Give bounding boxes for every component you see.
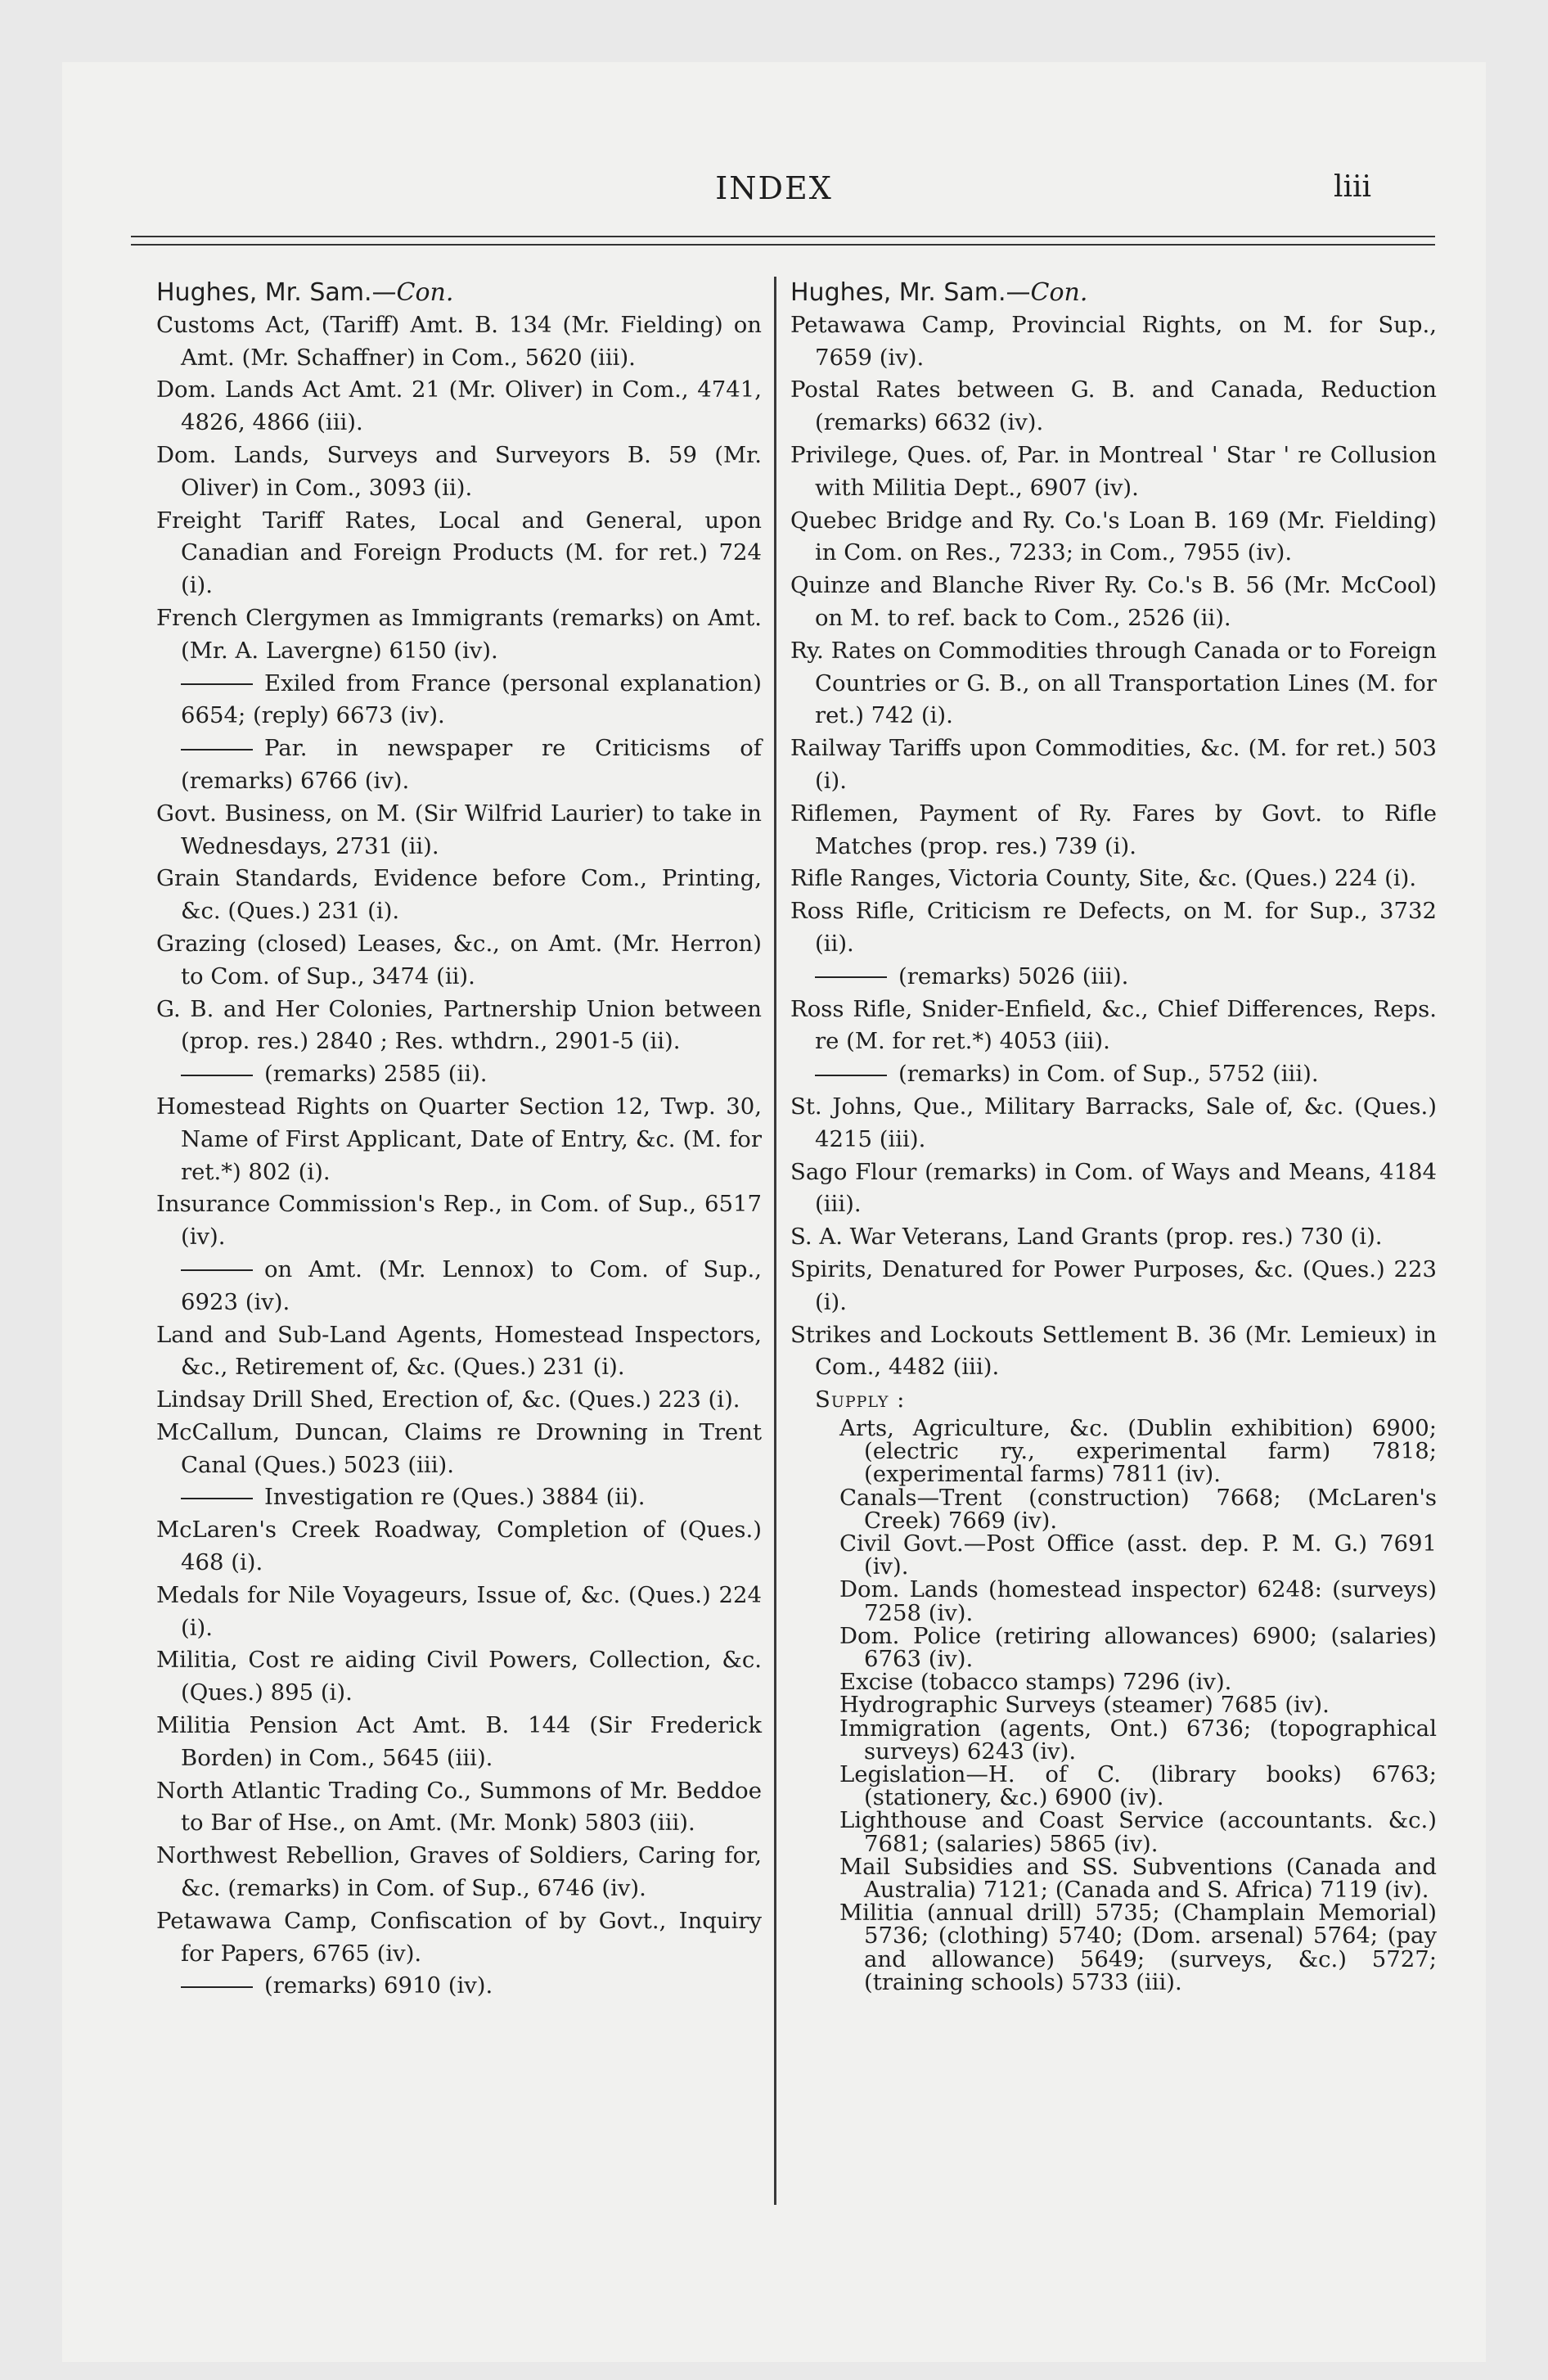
index-entry <box>790 505 1437 570</box>
entry-text: Riflemen, Payment of Ry. Fares by Govt. to Rifle Matches (prop. res.) 739 (i). <box>790 800 1437 859</box>
page-number: liii <box>1333 170 1371 204</box>
entry-text: Militia, Cost re aiding Civil Powers, Collection, &c. (Ques.) 895 (i). <box>156 1647 762 1706</box>
index-entry <box>790 863 1437 895</box>
index-subentry <box>156 1058 762 1091</box>
index-entry <box>790 798 1437 863</box>
entry-text: G. B. and Her Colonies, Partnership Union between (prop. res.) 2840 ; Res. wthdrn., 2901-5 (ii). <box>156 995 762 1055</box>
entry-text: Postal Rates between G. B. and Canada, Reduction (remarks) 6632 (iv). <box>790 376 1437 436</box>
index-entry <box>790 1156 1437 1222</box>
entry-text: McLaren's Creek Roadway, Completion of (Ques.) 468 (i). <box>156 1517 762 1576</box>
right-column-heading <box>790 277 1437 309</box>
index-entry <box>790 309 1437 375</box>
entry-text: Ross Rifle, Criticism re Defects, on M. for Sup., 3732 (ii). <box>790 898 1437 957</box>
entry-text: Homestead Rights on Quarter Section 12, Twp. 30, Name of First Applicant, Date of Entry, &c. (M. for ret.*) 802 (i). <box>156 1093 762 1185</box>
index-entry <box>156 505 762 602</box>
index-entry <box>156 1580 762 1645</box>
entry-text: Petawawa Camp, Provincial Rights, on M. for Sup., 7659 (iv). <box>790 311 1437 371</box>
index-entry <box>790 994 1437 1059</box>
ditto-dash <box>181 1498 253 1499</box>
supply-entry: Lighthouse and Coast Service (accountants. &c.) 7681; (salaries) 5865 (iv). <box>839 1807 1437 1857</box>
index-entry <box>790 374 1437 439</box>
entry-text: Spirits, Denatured for Power Purposes, &c. (Ques.) 223 (i). <box>790 1255 1437 1315</box>
entry-text: Ry. Rates on Commodities through Canada or to Foreign Countries or G. B., on all Transportation Lines (M. for ret.) 742 (i). <box>790 637 1437 729</box>
index-entry <box>790 1221 1437 1254</box>
entry-text: Dom. Lands Act Amt. 21 (Mr. Oliver) in Com., 4741, 4826, 4866 (iii). <box>156 376 762 436</box>
index-entry <box>790 439 1437 505</box>
index-subentry <box>156 668 762 733</box>
entry-text: Par. in newspaper re Criticisms of (remarks) 6766 (iv). <box>181 735 762 794</box>
supply-entry: Legislation—H. of C. (library books) 6763; (stationery, &c.) 6900 (iv). <box>839 1760 1437 1811</box>
index-entry <box>156 1514 762 1580</box>
supply-entry: Canals—Trent (construction) 7668; (McLaren's Creek) 7669 (iv). <box>839 1484 1437 1534</box>
heading-name: Hughes, Mr. Sam.— <box>156 278 397 307</box>
entry-text: S. A. War Veterans, Land Grants (prop. res.) 730 (i). <box>790 1224 1383 1251</box>
supply-entry: Mail Subsidies and SS. Subventions (Canada and Australia) 7121; (Canada and S. Africa) 7119 (iv). <box>839 1853 1437 1903</box>
entry-text: Rifle Ranges, Victoria County, Site, &c. (Ques.) 224 (i). <box>790 865 1417 892</box>
index-entry <box>790 1091 1437 1156</box>
index-entry <box>790 1319 1437 1385</box>
index-entry <box>156 439 762 505</box>
index-entry <box>156 309 762 375</box>
entry-text: Insurance Commission's Rep., in Com. of Sup., 6517 (iv). <box>156 1191 762 1251</box>
entry-text: Quinze and Blanche River Ry. Co.'s B. 56 (Mr. McCool) on M. to ref. back to Com., 2526 (ii). <box>790 572 1437 631</box>
ditto-dash <box>815 976 887 978</box>
ditto-dash <box>181 749 253 751</box>
header-rule-bottom <box>131 244 1435 246</box>
left-column-heading <box>156 277 762 309</box>
index-subentry <box>156 1254 762 1319</box>
index-entry <box>156 994 762 1059</box>
index-subentry <box>156 732 762 798</box>
index-entry <box>156 863 762 928</box>
ditto-dash <box>181 1986 253 1988</box>
header-rule-top <box>131 236 1435 237</box>
index-entry <box>156 1840 762 1905</box>
supply-heading: Supply : <box>815 1386 906 1413</box>
right-column <box>790 277 1437 1994</box>
ditto-dash <box>181 1269 253 1271</box>
supply-entry: Hydrographic Surveys (steamer) 7685 (iv). <box>839 1692 1330 1719</box>
index-entry <box>156 1644 762 1710</box>
page-title: INDEX <box>715 170 833 206</box>
left-entries <box>156 309 762 2003</box>
index-entry <box>156 602 762 668</box>
heading-con: Con. <box>396 278 454 307</box>
supply-entry: Excise (tobacco stamps) 7296 (iv). <box>839 1669 1232 1696</box>
supply-entry: Dom. Police (retiring allowances) 6900; (salaries) 6763 (iv). <box>839 1622 1437 1672</box>
entry-text: French Clergymen as Immigrants (remarks) on Amt. (Mr. A. Lavergne) 6150 (iv). <box>156 604 762 664</box>
index-page <box>62 62 1486 2362</box>
entry-text: McCallum, Duncan, Claims re Drowning in Trent Canal (Ques.) 5023 (iii). <box>156 1418 762 1478</box>
entry-text: Ross Rifle, Snider-Enfield, &c., Chief Differences, Reps. re (M. for ret.*) 4053 (iii). <box>790 995 1437 1055</box>
heading-con: Con. <box>1030 278 1088 307</box>
entry-text: Quebec Bridge and Ry. Co.'s Loan B. 169 (Mr. Fielding) in Com. on Res., 7233; in Com., 7955 (iv). <box>790 507 1437 566</box>
index-entry <box>156 1710 762 1775</box>
entry-text: (remarks) in Com. of Sup., 5752 (iii). <box>898 1061 1319 1088</box>
left-column <box>156 277 762 2003</box>
page-header <box>62 170 1486 219</box>
ditto-dash <box>181 1075 253 1076</box>
entry-text: Dom. Lands, Surveys and Surveyors B. 59 (Mr. Oliver) in Com., 3093 (ii). <box>156 441 762 501</box>
index-entry <box>790 570 1437 635</box>
index-entry <box>156 1384 762 1417</box>
supply-entry: Arts, Agriculture, &c. (Dublin exhibition) 6900; (electric ry., experimental farm) 7818; (experimental farms) 7811 (iv). <box>839 1414 1437 1488</box>
index-entry <box>156 928 762 994</box>
index-entry <box>156 374 762 439</box>
index-entry <box>790 1254 1437 1319</box>
index-entry <box>156 1188 762 1254</box>
entry-text: Exiled from France (personal explanation) 6654; (reply) 6673 (iv). <box>181 669 762 729</box>
right-entries <box>790 309 1437 1384</box>
entry-text: on Amt. (Mr. Lennox) to Com. of Sup., 6923 (iv). <box>181 1255 762 1315</box>
entry-text: Freight Tariff Rates, Local and General, upon Canadian and Foreign Products (M. for ret.) 724 (i). <box>156 507 762 599</box>
index-entry <box>156 798 762 863</box>
supply-entry: Militia (annual drill) 5735; (Champlain Memorial) 5736; (clothing) 5740; (Dom. arsenal) 5764; (pay and allowance) 5649; (surveys, &c.) 5727; (training schools) 5733 (iii). <box>839 1900 1437 1995</box>
entry-text: Lindsay Drill Shed, Erection of, &c. (Ques.) 223 (i). <box>156 1386 740 1413</box>
entry-text: St. Johns, Que., Military Barracks, Sale of, &c. (Ques.) 4215 (iii). <box>790 1093 1437 1152</box>
supply-entry: Civil Govt.—Post Office (asst. dep. P. M. G.) 7691 (iv). <box>839 1530 1437 1580</box>
supply-entry: Immigration (agents, Ont.) 6736; (topographical surveys) 6243 (iv). <box>839 1715 1437 1765</box>
entry-text: Govt. Business, on M. (Sir Wilfrid Laurier) to take in Wednesdays, 2731 (ii). <box>156 800 762 859</box>
entry-text: Sago Flour (remarks) in Com. of Ways and Means, 4184 (iii). <box>790 1158 1437 1218</box>
index-entry <box>790 895 1437 961</box>
entry-text: Railway Tariffs upon Commodities, &c. (M. for ret.) 503 (i). <box>790 735 1437 794</box>
entry-text: Northwest Rebellion, Graves of Soldiers, Caring for, &c. (remarks) in Com. of Sup., 6746 (iv). <box>156 1842 762 1902</box>
entry-text: Grain Standards, Evidence before Com., Printing, &c. (Ques.) 231 (i). <box>156 865 762 925</box>
index-subentry <box>790 961 1437 994</box>
index-entry <box>790 635 1437 732</box>
entry-text: North Atlantic Trading Co., Summons of Mr. Beddoe to Bar of Hse., on Amt. (Mr. Monk) 5803 (iii). <box>156 1777 762 1837</box>
entry-text: Customs Act, (Tariff) Amt. B. 134 (Mr. Fielding) on Amt. (Mr. Schaffner) in Com., 5620 (iii). <box>156 311 762 371</box>
index-entry <box>156 1775 762 1841</box>
index-entry <box>156 1319 762 1385</box>
index-entry <box>156 1417 762 1482</box>
ditto-dash <box>815 1075 887 1076</box>
entry-text: Investigation re (Ques.) 3884 (ii). <box>264 1484 646 1511</box>
entry-text: Petawawa Camp, Confiscation of by Govt., Inquiry for Papers, 6765 (iv). <box>156 1907 762 1967</box>
index-subentry <box>156 1970 762 2003</box>
supply-entries <box>790 1414 1437 1995</box>
entry-text: (remarks) 2585 (ii). <box>264 1061 488 1088</box>
index-subentry <box>156 1481 762 1514</box>
heading-name: Hughes, Mr. Sam.— <box>790 278 1031 307</box>
column-divider <box>774 277 776 2205</box>
entry-text: Privilege, Ques. of, Par. in Montreal ' Star ' re Collusion with Militia Dept., 6907 (iv). <box>790 441 1437 501</box>
supply-entry: Dom. Lands (homestead inspector) 6248: (surveys) 7258 (iv). <box>839 1576 1437 1626</box>
index-entry <box>156 1905 762 1971</box>
ditto-dash <box>181 683 253 685</box>
entry-text: Militia Pension Act Amt. B. 144 (Sir Frederick Borden) in Com., 5645 (iii). <box>156 1712 762 1771</box>
index-entry <box>790 732 1437 798</box>
entry-text: (remarks) 6910 (iv). <box>264 1972 493 1999</box>
entry-text: Strikes and Lockouts Settlement B. 36 (Mr. Lemieux) in Com., 4482 (iii). <box>790 1321 1437 1381</box>
index-entry <box>156 1091 762 1188</box>
entry-text: (remarks) 5026 (iii). <box>898 962 1129 989</box>
index-subentry <box>790 1058 1437 1091</box>
entry-text: Medals for Nile Voyageurs, Issue of, &c. (Ques.) 224 (i). <box>156 1581 762 1641</box>
entry-text: Grazing (closed) Leases, &c., on Amt. (Mr. Herron) to Com. of Sup., 3474 (ii). <box>156 930 762 989</box>
entry-text: Land and Sub-Land Agents, Homestead Inspectors, &c., Retirement of, &c. (Ques.) 231 (i). <box>156 1321 762 1381</box>
